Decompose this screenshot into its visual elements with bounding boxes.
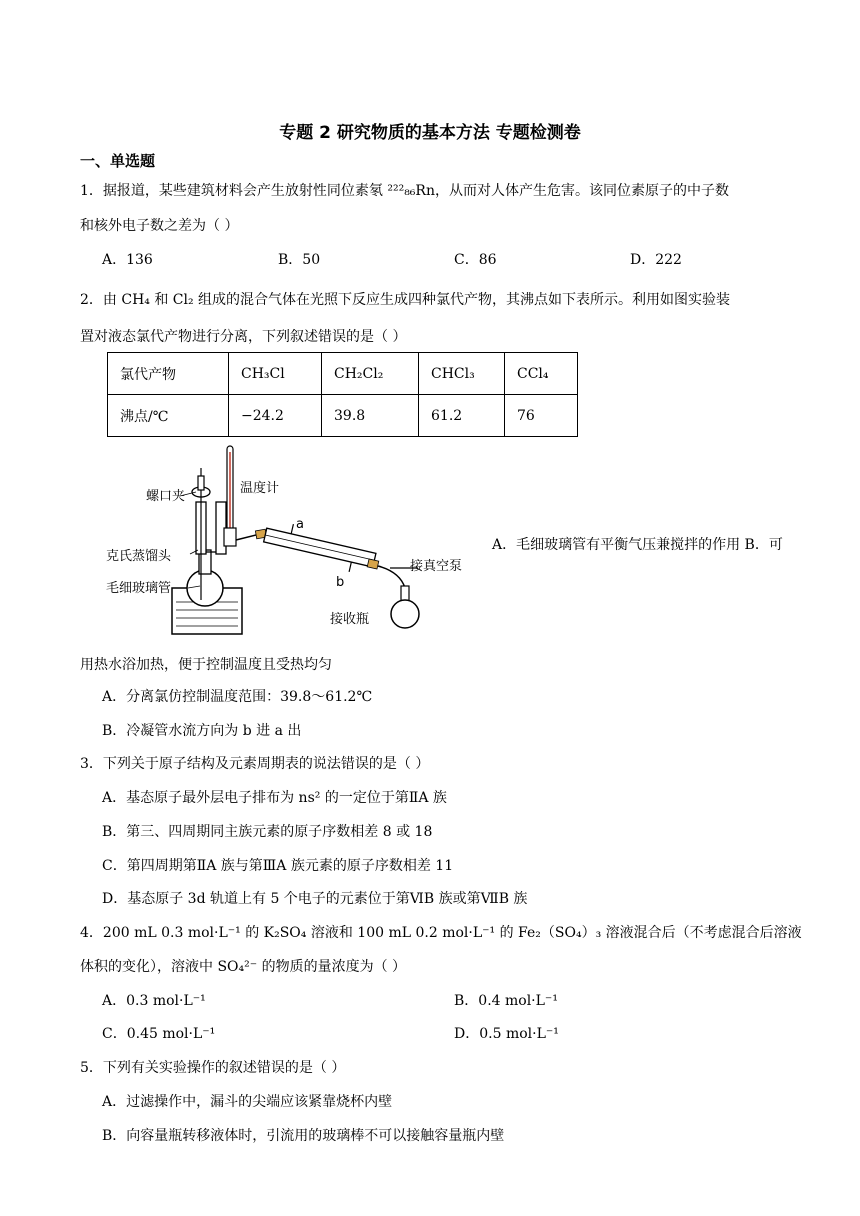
table-cell: CH₃Cl [229,353,322,395]
question-1-line-2: 和核外电子数之差为（ ） [80,218,239,234]
section-heading: 一、单选题 [80,152,156,170]
table-cell: 76 [505,395,578,437]
label-claisen-head: 克氏蒸馏头 [106,549,172,564]
q5-option-b: B．向容量瓶转移液体时，引流用的玻璃棒不可以接触容量瓶内壁 [102,1128,505,1144]
label-a: a [296,517,304,532]
distillation-apparatus-diagram [100,440,480,640]
q5-option-a: A．过滤操作中，漏斗的尖端应该紧靠烧杯内壁 [102,1094,393,1110]
question-3-line-1: 3．下列关于原子结构及元素周期表的说法错误的是（ ） [80,756,430,772]
question-4-line-2: 体积的变化），溶液中 SO₄²⁻ 的物质的量浓度为（ ） [80,959,407,975]
table-cell: 39.8 [322,395,419,437]
q4-option-a: A．0.3 mol·L⁻¹ [102,993,206,1009]
label-capillary: 毛细玻璃管 [106,581,172,596]
question-2-inline-options: A．毛细玻璃管有平衡气压兼搅拌的作用 B．可 [492,537,783,553]
table-cell: 氯代产物 [108,353,229,395]
q4-option-d: D．0.5 mol·L⁻¹ [454,1026,559,1042]
question-2-line-1: 2．由 CH₄ 和 Cl₂ 组成的混合气体在光照下反应生成四种氯代产物，其沸点如下表所示。利用如图实验装 [80,292,731,308]
q4-option-b: B．0.4 mol·L⁻¹ [454,993,558,1009]
boiling-point-table [107,352,578,437]
question-1-line-1: 1．据报道，某些建筑材料会产生放射性同位素氡 ²²²₈₆Rn，从而对人体产生危害。该同位素原子的中子数 [80,183,729,199]
question-2-continued-line: 用热水浴加热，便于控制温度且受热均匀 [80,657,332,673]
label-receiver: 接收瓶 [330,612,370,627]
table-row [108,395,578,437]
q3-option-c: C．第四周期第ⅡA 族与第ⅢA 族元素的原子序数相差 11 [102,858,454,874]
table-cell: CHCl₃ [419,353,505,395]
table-cell: CCl₄ [505,353,578,395]
table-cell: 61.2 [419,395,505,437]
q1-option-d: D．222 [630,252,682,268]
page-title: 专题 2 研究物质的基本方法 专题检测卷 [279,123,581,143]
label-vacuum: 接真空泵 [410,559,463,574]
q2-option-c: A．分离氯仿控制温度范围：39.8～61.2℃ [102,689,373,705]
q3-option-d: D．基态原子 3d 轨道上有 5 个电子的元素位于第ⅥB 族或第ⅦB 族 [102,891,528,907]
question-2-line-2: 置对液态氯代产物进行分离，下列叙述错误的是（ ） [80,329,407,345]
question-5-line-1: 5．下列有关实验操作的叙述错误的是（ ） [80,1060,346,1076]
q1-option-a: A．136 [102,252,153,268]
label-thermometer: 温度计 [240,481,280,496]
label-b: b [336,575,345,590]
q2-option-d: B．冷凝管水流方向为 b 进 a 出 [102,723,302,739]
table-row [108,353,578,395]
table-cell: 沸点/℃ [108,395,229,437]
q4-option-c: C．0.45 mol·L⁻¹ [102,1026,216,1042]
table-cell: −24.2 [229,395,322,437]
q3-option-a: A．基态原子最外层电子排布为 ns² 的一定位于第ⅡA 族 [102,790,447,806]
question-4-line-1: 4．200 mL 0.3 mol·L⁻¹ 的 K₂SO₄ 溶液和 100 mL 0.2 mol·L⁻¹ 的 Fe₂（SO₄）₃ 溶液混合后（不考虑混合后溶液 [80,925,802,941]
q1-option-b: B．50 [278,252,321,268]
q3-option-b: B．第三、四周期同主族元素的原子序数相差 8 或 18 [102,824,433,840]
label-screw-clamp: 螺口夹 [146,489,186,504]
table-cell: CH₂Cl₂ [322,353,419,395]
q1-option-c: C．86 [454,252,497,268]
